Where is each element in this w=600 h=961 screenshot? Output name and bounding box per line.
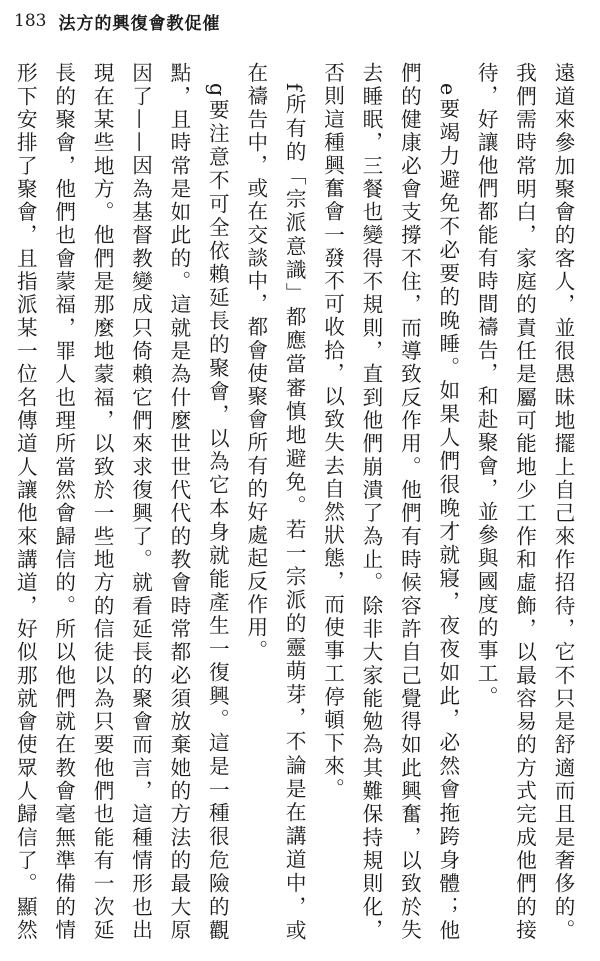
running-title: 法方的興復會教促催 [58,13,221,34]
paragraph-guest-hospitality: 遠道來參加聚會的客人，並很愚昧地擺上自己來作招待，它不只是舒適而且是奢侈的。我們需時常明白，家庭的責任是屬可能地少工作和虛飾，以最容易的方式完成他們的接待，好讓他們都能有時間禱告，和赴聚會，並參與國度的事工。 [474,62,575,942]
paragraph-point-e: e要竭力避免不必要的晚睡。如果人們很晚才就寢，夜夜如此，必然會拖跨身體；他們的健康必會支撐不住，而導致反作用。他們有時候容許自己覺得如此興奮，以致於失去睡眠，三餐也變得不規則，直到他們崩潰了為止。除非大家能勉為其難保持規則化，否則這種興奮會一發不可收拾，以致失去自然狀態，而使事工停頓下來。 [320,62,460,942]
body-text [0,62,582,942]
page-header [14,6,220,36]
page-number: 183 [14,11,47,31]
paragraph-point-f: f所有的「宗派意識」都應當審慎地避免。若一宗派的靈萌芽，不論是在講道中，或在禱告中，或在交談中，都會使聚會所有的好處起反作用。 [243,62,307,942]
paragraph-point-g: g要注意不可全依賴延長的聚會，以為它本身就能產生一復興。這是一種很危險的觀點，且時常是如此的。這就是為什麼世世代代的教會時常都必須放棄她的方法的最大原因了——因為基督教變成只倚賴它們來求復興了。就看延長的聚會而言，這種情形也出現在某些地方。他們是那麼地蒙福，以致於一些地方的信徒以為只要他們也能有一次延長的聚會，他們也會蒙福，罪人也理所當然會歸信的。所以他們就在教會毫無準備的情形下安排了聚會，且指派某一位名傳道人讓他來講道，好似那就會使眾人歸信了。顯然 [13,62,230,942]
